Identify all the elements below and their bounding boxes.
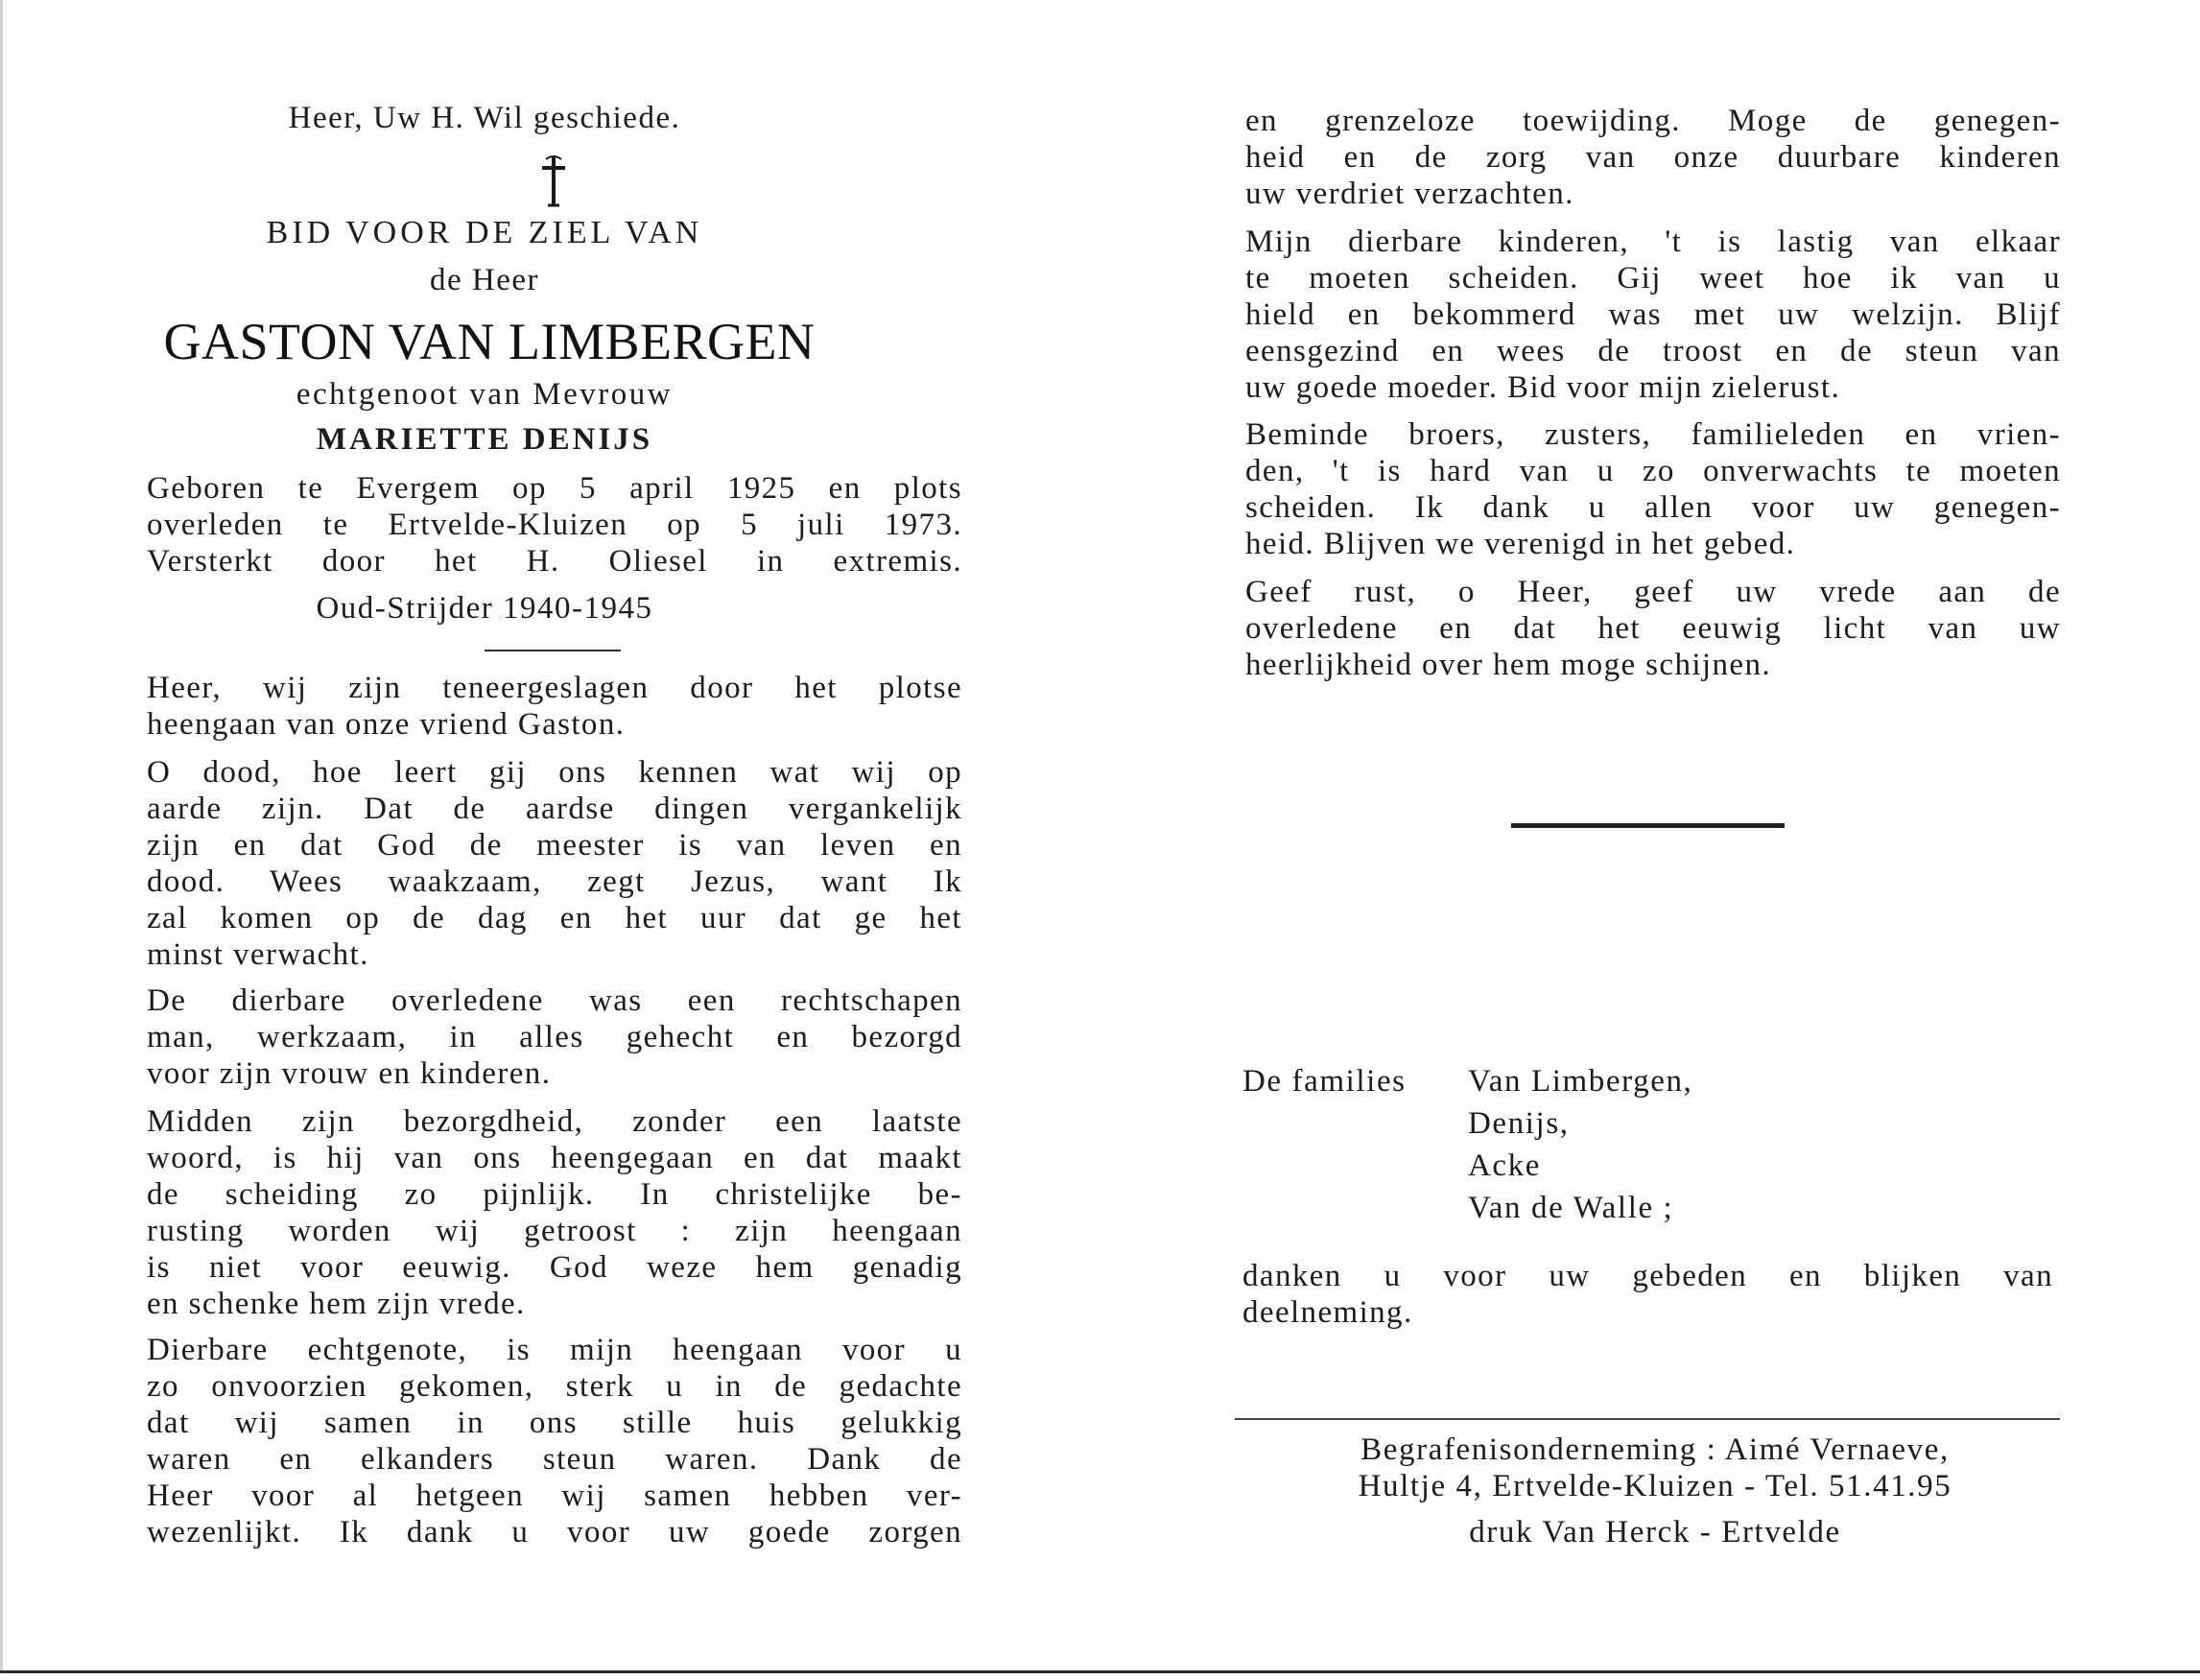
left-paragraph-1 — [147, 670, 962, 743]
text-line: woord, is hij van ons heengegaan en dat maakt — [147, 1141, 962, 1175]
families-block — [1242, 1060, 1692, 1229]
text-line: en schenke hem zijn vrede. — [147, 1287, 526, 1321]
divider-thick — [1511, 823, 1785, 828]
right-paragraph-3 — [1245, 416, 2061, 562]
text-line: en grenzeloze toewijding. Moge de genegen- — [1245, 104, 2061, 138]
text-line: uw goede moeder. Bid voor mijn zielerust. — [1245, 370, 1841, 405]
address-line: Hultje 4, Ertvelde-Kluizen - Tel. 51.41.95 — [1358, 1469, 1952, 1503]
text-line: heerlijkheid over hem moge schijnen. — [1245, 648, 1771, 682]
left-paragraph-4 — [147, 1103, 962, 1322]
veteran-line: Oud-Strijder 1940-1945 — [316, 591, 653, 626]
text-line: De dierbare overledene was een rechtschapen — [147, 983, 962, 1018]
text-line: hield en bekommerd was met uw welzijn. Blijf — [1245, 297, 2061, 332]
text-line: O dood, hoe leert gij ons kennen wat wij op — [147, 755, 962, 790]
text-line: uw verdriet verzachten. — [1245, 177, 1574, 211]
family-name: Acke — [1468, 1148, 1542, 1183]
text-line: heengaan van onze vriend Gaston. — [147, 707, 626, 742]
text-line: den, 't is hard van u zo onverwachts te moeten — [1245, 454, 2061, 488]
left-paragraph-2 — [147, 754, 962, 973]
funeral-director-line: Begrafenisonderneming : Aimé Vernaeve, — [1360, 1432, 1950, 1467]
spouse-name: MARIETTE DENIJS — [316, 422, 653, 457]
bid-voor-heading: BID VOOR DE ZIEL VAN — [266, 215, 703, 250]
text-line: waren en elkanders steun waren. Dank de — [147, 1442, 962, 1477]
text-line: Mijn dierbare kinderen, 't is lastig van elkaar — [1245, 225, 2061, 259]
honorific: de Heer — [429, 263, 539, 297]
text-line: heid en de zorg van onze duurbare kinderen — [1245, 140, 2061, 175]
text-line: Dierbare echtgenote, is mijn heengaan voor u — [147, 1333, 962, 1367]
printer-line: druk Van Herck - Ertvelde — [1469, 1515, 1841, 1550]
text-line: Geef rust, o Heer, geef uw vrede aan de — [1245, 575, 2061, 609]
left-paragraph-5 — [147, 1332, 962, 1550]
families-label: De families — [1242, 1064, 1407, 1099]
text-line: zal komen op de dag en het uur dat ge het — [147, 901, 962, 935]
text-line: zo onvoorzien gekomen, sterk u in de gedachte — [147, 1369, 962, 1404]
spouse-relation: echtgenoot van Mevrouw — [296, 377, 674, 412]
text-line: minst verwacht. — [147, 937, 369, 972]
text-line: scheiden. Ik dank u allen voor uw genegen- — [1245, 490, 2061, 525]
text-line: de scheiding zo pijnlijk. In christelijke be- — [147, 1177, 962, 1212]
divider-long — [1235, 1418, 2060, 1420]
text-line: dat wij samen in ons stille huis gelukkig — [147, 1406, 962, 1440]
right-paragraph-2 — [1245, 224, 2061, 406]
text-line: overledene en dat het eeuwig licht van uw — [1245, 611, 2061, 646]
text-line: heid. Blijven we verenigd in het gebed. — [1245, 527, 1796, 561]
text-line: eensgezind en wees de troost en de steun van — [1245, 334, 2061, 368]
cross-icon — [534, 152, 573, 209]
text-line: is niet voor eeuwig. God weze hem genadig — [147, 1250, 962, 1285]
bio-paragraph — [147, 470, 962, 580]
family-name: Denijs, — [1468, 1106, 1570, 1141]
text-line: dood. Wees waakzaam, zegt Jezus, want Ik — [147, 864, 962, 899]
bio-line: Geboren te Evergem op 5 april 1925 en plots — [147, 471, 962, 506]
text-line: te moeten scheiden. Gij weet hoe ik van u — [1245, 261, 2061, 296]
right-paragraph-1 — [1245, 103, 2061, 212]
text-line: Beminde broers, zusters, familieleden en vrien- — [1245, 417, 2061, 452]
text-line: voor zijn vrouw en kinderen. — [147, 1056, 552, 1091]
card-left-edge — [0, 0, 3, 1673]
text-line: Midden zijn bezorgdheid, zonder een laatste — [147, 1104, 962, 1139]
thanks-paragraph — [1242, 1258, 2053, 1331]
text-line: danken u voor uw gebeden en blijken van — [1242, 1259, 2053, 1293]
family-name: Van de Walle ; — [1468, 1191, 1674, 1225]
deceased-name: GASTON VAN LIMBERGEN — [163, 313, 816, 370]
text-line: rusting worden wij getroost : zijn heengaan — [147, 1214, 962, 1248]
left-paragraph-3 — [147, 982, 962, 1092]
divider-short — [485, 650, 621, 651]
text-line: zijn en dat God de meester is van leven en — [147, 828, 962, 863]
text-line: Heer voor al hetgeen wij samen hebben ver- — [147, 1479, 962, 1513]
text-line: wezenlijkt. Ik dank u voor uw goede zorgen — [147, 1515, 962, 1550]
text-line: deelneming. — [1242, 1295, 1413, 1330]
text-line: aarde zijn. Dat de aardse dingen vergankelijk — [147, 792, 962, 826]
family-name: Van Limbergen, — [1468, 1064, 1693, 1099]
text-line: Heer, wij zijn teneergeslagen door het plotse — [147, 671, 962, 705]
opening-prayer: Heer, Uw H. Wil geschiede. — [288, 101, 681, 135]
text-line: man, werkzaam, in alles gehecht en bezorgd — [147, 1020, 962, 1054]
right-paragraph-4 — [1245, 574, 2061, 683]
card-bottom-edge — [0, 1670, 2200, 1673]
bio-line: overleden te Ertvelde-Kluizen op 5 juli 1973. — [147, 508, 962, 542]
bio-line: Versterkt door het H. Oliesel in extremis. — [147, 544, 962, 579]
